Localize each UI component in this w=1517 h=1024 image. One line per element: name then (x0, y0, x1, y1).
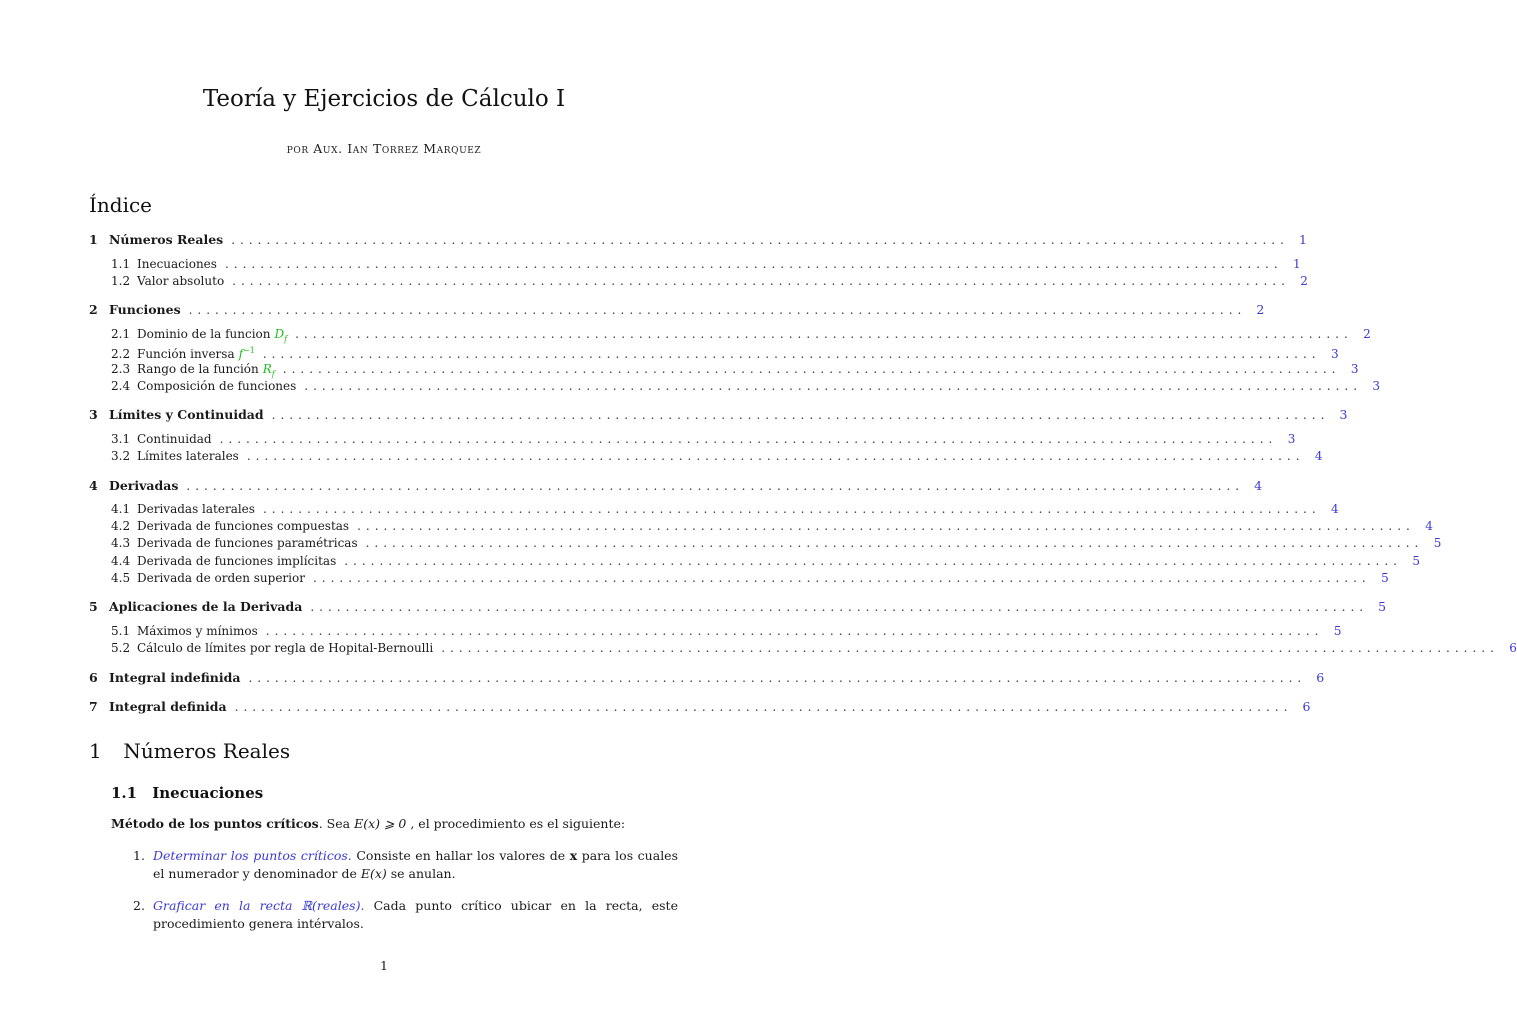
toc-entry-number: 2.3 (111, 362, 131, 376)
toc-entry[interactable] (89, 598, 1387, 616)
subsection-heading (111, 784, 263, 802)
toc-entry-label (137, 272, 224, 290)
toc-entry[interactable] (111, 272, 1308, 290)
toc-entry[interactable] (111, 360, 1359, 379)
intro-paragraph (111, 815, 681, 833)
math-superscript: −1 (243, 346, 255, 355)
toc-dot-leader: ........................................................................................................................ (344, 554, 1402, 568)
toc-page-link[interactable]: 4 (1254, 478, 1263, 493)
toc-dot-leader: ........................................................................................................................ (271, 408, 1330, 422)
intro-text-2: , el procedimiento es el siguiente: (406, 816, 626, 831)
toc-page-link[interactable]: 4 (1425, 519, 1433, 533)
toc-entry-number: 7 (89, 699, 98, 714)
toc-entry-label-text: Derivadas (109, 478, 179, 493)
toc-entry-label (137, 500, 255, 518)
toc-entry-number: 3 (89, 407, 98, 422)
toc-entry-number: 3.1 (111, 432, 131, 446)
toc-entry[interactable] (111, 377, 1381, 395)
toc-page-link[interactable]: 6 (1302, 699, 1311, 714)
toc-dot-leader: ........................................................................................................................ (232, 274, 1290, 288)
toc-entry-label (137, 534, 358, 552)
toc-entry-label (137, 377, 296, 395)
step-link[interactable]: Graficar en la recta ℝ(reales). (153, 898, 365, 913)
toc-entry-number: 2.4 (111, 379, 131, 393)
toc-entry-number: 4.1 (111, 502, 131, 516)
toc-entry-number: 4.3 (111, 536, 131, 550)
toc-page-link[interactable]: 3 (1339, 407, 1348, 422)
toc-page-link[interactable]: 3 (1330, 347, 1339, 361)
toc-entry-label (137, 447, 239, 465)
toc-dot-leader: ........................................................................................................................ (441, 641, 1499, 655)
step-body (153, 897, 678, 933)
step-number: 2. (133, 898, 145, 913)
toc-entry-label-text: Valor absoluto (137, 274, 225, 288)
toc-page-link[interactable]: 5 (1378, 599, 1387, 614)
toc-entry-label (109, 669, 240, 687)
toc-dot-leader: ........................................................................................................................ (357, 519, 1415, 533)
toc-entry-label (109, 698, 227, 716)
toc-entry-number: 4.4 (111, 554, 131, 568)
document-title: Teoría y Ejercicios de Cálculo I (202, 86, 566, 112)
toc-page-link[interactable]: 2 (1256, 302, 1265, 317)
toc-entry-label-text: Funciones (109, 302, 181, 317)
toc-page-link[interactable]: 3 (1350, 362, 1359, 376)
toc-entry-label-text: Composición de funciones (137, 379, 297, 393)
subsection-title: Inecuaciones (152, 784, 264, 802)
toc-entry-math-symbol (239, 347, 255, 361)
toc-page-link[interactable]: 2 (1363, 327, 1371, 341)
document-author: por Aux. Ian Torrez Marquez (286, 141, 482, 156)
toc-page-link[interactable]: 5 (1412, 554, 1420, 568)
toc-entry-number: 1.2 (111, 274, 131, 288)
toc-dot-leader: ........................................................................................................................ (265, 624, 1324, 638)
toc-entry-label-text: Derivada de funciones paramétricas (137, 536, 358, 550)
toc-dot-leader: ........................................................................................................................ (310, 600, 1369, 614)
toc-entry-number: 5.2 (111, 641, 131, 655)
toc-entry-label (137, 622, 258, 640)
section-number: 1 (89, 739, 102, 763)
toc-page-link[interactable]: 4 (1314, 449, 1323, 463)
step-text: para los cuales el numerador y denominador de (153, 848, 678, 881)
toc-page-link[interactable]: 5 (1433, 536, 1442, 550)
toc-entry-label-text: Dominio de la funcion (137, 327, 271, 341)
math-subscript: f (284, 334, 288, 344)
toc-entry[interactable] (89, 231, 1307, 249)
toc-dot-leader: ........................................................................................................................ (188, 303, 1247, 317)
toc-entry-label-text: Inecuaciones (137, 257, 217, 271)
step-math: E(x) (360, 866, 387, 881)
toc-entry[interactable] (111, 552, 1420, 570)
toc-entry-number: 4 (89, 478, 98, 493)
toc-dot-leader: ........................................................................................................................ (282, 362, 1341, 376)
toc-dot-leader: ........................................................................................................................ (262, 347, 1321, 361)
toc-entry-math-symbol (274, 327, 288, 344)
step-bold-var: x (569, 848, 578, 863)
toc-dot-leader: ........................................................................................................................ (304, 379, 1363, 393)
toc-entry-number: 3.2 (111, 449, 131, 463)
toc-entry-number: 5 (89, 599, 98, 614)
toc-entry[interactable] (111, 622, 1342, 640)
toc-entry[interactable] (111, 255, 1301, 273)
toc-page-link[interactable]: 5 (1381, 571, 1389, 585)
toc-entry[interactable] (111, 325, 1371, 344)
toc-entry[interactable] (89, 301, 1265, 319)
toc-page-link[interactable]: 4 (1331, 502, 1339, 516)
toc-page-link[interactable]: 6 (1316, 670, 1325, 685)
toc-dot-leader: ........................................................................................................................ (365, 536, 1424, 550)
toc-entry[interactable] (111, 342, 1339, 361)
toc-page-link[interactable]: 3 (1287, 432, 1296, 446)
toc-entry-label (109, 301, 181, 319)
toc-entry-label-text: Rango de la función (137, 362, 259, 376)
toc-dot-leader: ........................................................................................................................ (186, 479, 1245, 493)
step-body (153, 847, 678, 883)
toc-entry-label-text: Derivada de funciones implícitas (137, 554, 337, 568)
math-symbol: f (238, 347, 244, 361)
math-symbol: R (262, 362, 272, 376)
toc-entry[interactable] (111, 430, 1296, 448)
toc-entry-label (109, 477, 178, 495)
toc-entry-label-text: Límites laterales (137, 449, 239, 463)
toc-entry-label-text: Derivada de funciones compuestas (137, 519, 350, 533)
toc-page-link[interactable]: 1 (1298, 232, 1307, 247)
toc-entry-label (137, 255, 217, 273)
section-heading (89, 739, 290, 763)
toc-dot-leader: ........................................................................................................................ (234, 700, 1293, 714)
toc-entry-label (137, 517, 349, 535)
toc-entry-label-text: Derivadas laterales (137, 502, 255, 516)
toc-entry-label-text: Números Reales (109, 232, 224, 247)
toc-entry[interactable] (89, 477, 1263, 495)
toc-entry[interactable] (89, 406, 1348, 424)
toc-entry-label (109, 231, 223, 249)
toc-entry[interactable] (111, 639, 1517, 657)
toc-dot-leader: ........................................................................................................................ (312, 571, 1371, 585)
intro-math: E(x) ⩾ 0 (354, 816, 407, 831)
page-number: 1 (380, 958, 388, 973)
step-link[interactable]: Determinar los puntos críticos. (153, 848, 352, 863)
toc-entry[interactable] (111, 534, 1442, 552)
toc-entry[interactable] (89, 698, 1311, 716)
toc-entry-label-text: Integral definida (109, 699, 227, 714)
toc-page-link[interactable]: 1 (1293, 257, 1301, 271)
toc-entry-label-text: Máximos y mínimos (137, 624, 258, 638)
method-name: Método de los puntos críticos (111, 816, 319, 831)
toc-entry-number: 6 (89, 670, 98, 685)
toc-entry-number: 2.2 (111, 347, 131, 361)
toc-dot-leader: ........................................................................................................................ (224, 257, 1283, 271)
toc-dot-leader: ........................................................................................................................ (262, 502, 1321, 516)
toc-entry-label-text: Cálculo de límites por regla de Hopital-Bernoulli (137, 641, 434, 655)
toc-entry[interactable] (111, 569, 1389, 587)
toc-entry-label (109, 406, 264, 424)
toc-entry-label-text: Integral indefinida (109, 670, 241, 685)
toc-entry-number: 1 (89, 232, 98, 247)
toc-dot-leader: ........................................................................................................................ (219, 432, 1278, 446)
toc-entry-number: 4.2 (111, 519, 131, 533)
toc-page-link[interactable]: 2 (1300, 274, 1308, 288)
toc-entry-number: 5.1 (111, 624, 131, 638)
toc-heading: Índice (89, 193, 153, 217)
toc-entry-label (137, 569, 305, 587)
section-title: Números Reales (123, 739, 291, 763)
toc-dot-leader: ........................................................................................................................ (295, 327, 1353, 341)
toc-entry-label-text: Derivada de orden superior (137, 571, 305, 585)
toc-page-link[interactable]: 6 (1509, 641, 1517, 655)
toc-entry-label (137, 430, 212, 448)
toc-entry-number: 1.1 (111, 257, 131, 271)
toc-entry-label (137, 552, 336, 570)
step-text: Cada punto crítico ubicar en la recta, este procedimiento genera intérvalos. (153, 898, 678, 931)
toc-entry-label-text: Función inversa (137, 347, 235, 361)
toc-entry[interactable] (111, 500, 1339, 518)
toc-entry-math-symbol (262, 362, 275, 379)
subsection-number: 1.1 (111, 784, 138, 802)
math-subscript: f (271, 369, 275, 379)
step-text: se anulan. (386, 866, 456, 881)
toc-page-link[interactable]: 5 (1333, 624, 1342, 638)
list-item-step-1 (133, 847, 678, 883)
math-symbol: D (274, 327, 285, 341)
toc-entry-label-text: Aplicaciones de la Derivada (109, 599, 303, 614)
toc-entry-label (137, 639, 433, 657)
toc-entry-number: 2.1 (111, 327, 131, 341)
step-number: 1. (133, 848, 145, 863)
toc-entry[interactable] (111, 517, 1433, 535)
toc-dot-leader: ........................................................................................................................ (231, 233, 1289, 247)
toc-dot-leader: ........................................................................................................................ (248, 671, 1307, 685)
toc-entry[interactable] (89, 669, 1325, 687)
toc-entry-number: 4.5 (111, 571, 131, 585)
list-item-step-2 (133, 897, 678, 933)
step-text: Consiste en hallar los valores de (351, 848, 570, 863)
toc-entry-label (109, 598, 302, 616)
toc-entry-label-text: Continuidad (137, 432, 212, 446)
toc-entry[interactable] (111, 447, 1323, 465)
toc-entry-label-text: Límites y Continuidad (109, 407, 264, 422)
toc-entry-number: 2 (89, 302, 98, 317)
intro-text-1: . Sea (318, 816, 355, 831)
toc-dot-leader: ........................................................................................................................ (246, 449, 1305, 463)
toc-page-link[interactable]: 3 (1372, 379, 1381, 393)
